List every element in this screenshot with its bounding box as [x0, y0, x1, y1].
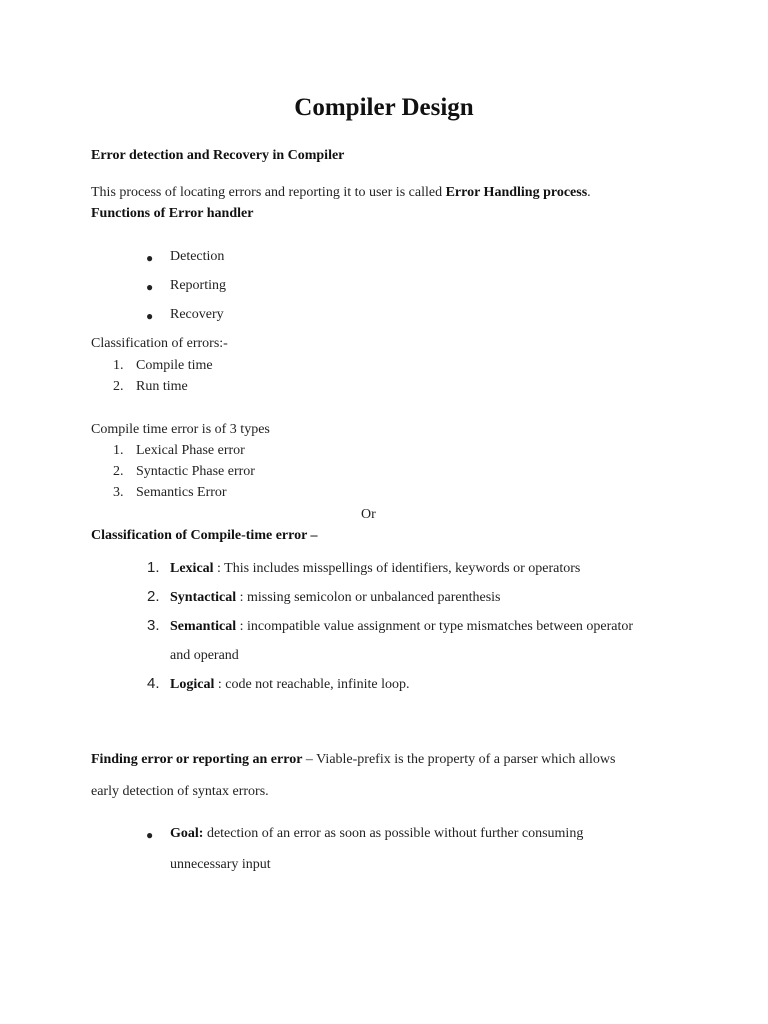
compile-time-type: Lexical Phase error [136, 443, 245, 458]
document-title: Compiler Design [294, 94, 474, 121]
goal-continued: unnecessary input [170, 857, 271, 872]
list-number: 1. [113, 358, 124, 373]
classification-desc: : This includes misspellings of identifiers, keywords or operators [213, 561, 581, 576]
list-item [170, 561, 580, 577]
bullet-icon: ● [146, 828, 154, 842]
intro-suffix: . [587, 185, 591, 200]
classification-item: Compile time [136, 358, 213, 373]
compile-time-type: Semantics Error [136, 485, 227, 500]
list-item [170, 677, 410, 693]
finding-error-paragraph [91, 752, 615, 768]
finding-error-text: – Viable-prefix is the property of a parser which allows [302, 752, 616, 767]
list-number: 1. [113, 443, 124, 458]
classification-term: Syntactical [170, 590, 237, 605]
list-item [170, 619, 633, 635]
list-number: 3. [113, 485, 124, 500]
list-number: 4. [147, 675, 160, 692]
or-separator: Or [361, 507, 376, 522]
list-number: 3. [147, 617, 160, 634]
intro-bold-term: Error Handling process [445, 185, 588, 200]
list-item [170, 590, 501, 606]
section-heading-error-detection: Error detection and Recovery in Compiler [91, 148, 345, 163]
classification-desc: : missing semicolon or unbalanced parenthesis [236, 590, 501, 605]
classification-desc-continued: and operand [170, 648, 239, 663]
classification-desc: : code not reachable, infinite loop. [214, 677, 410, 692]
goal-text: detection of an error as soon as possible without further consuming [203, 826, 584, 841]
finding-error-term: Finding error or reporting an error [91, 752, 303, 767]
intro-text: This process of locating errors and reporting it to user is called [91, 185, 446, 200]
bullet-icon: ● [146, 309, 154, 323]
list-number: 1. [147, 559, 160, 576]
list-item [170, 826, 583, 842]
finding-error-continued: early detection of syntax errors. [91, 784, 269, 799]
function-item-label: Detection [170, 249, 225, 264]
classification-desc: : incompatible value assignment or type mismatches between operator [236, 619, 634, 634]
functions-heading: Functions of Error handler [91, 206, 254, 221]
classification-term: Lexical [170, 561, 214, 576]
function-item-label: Reporting [170, 278, 226, 293]
function-item-label: Recovery [170, 307, 224, 322]
list-number: 2. [113, 464, 124, 479]
list-number: 2. [113, 379, 124, 394]
compile-classification-heading: Classification of Compile-time error – [91, 528, 318, 543]
compile-time-type: Syntactic Phase error [136, 464, 255, 479]
compile-time-intro: Compile time error is of 3 types [91, 422, 270, 437]
bullet-icon: ● [146, 280, 154, 294]
classification-intro: Classification of errors:- [91, 336, 228, 351]
classification-term: Logical [170, 677, 215, 692]
list-number: 2. [147, 588, 160, 605]
classification-term: Semantical [170, 619, 237, 634]
classification-item: Run time [136, 379, 188, 394]
intro-paragraph [91, 185, 591, 201]
goal-term: Goal: [170, 826, 204, 841]
bullet-icon: ● [146, 251, 154, 265]
